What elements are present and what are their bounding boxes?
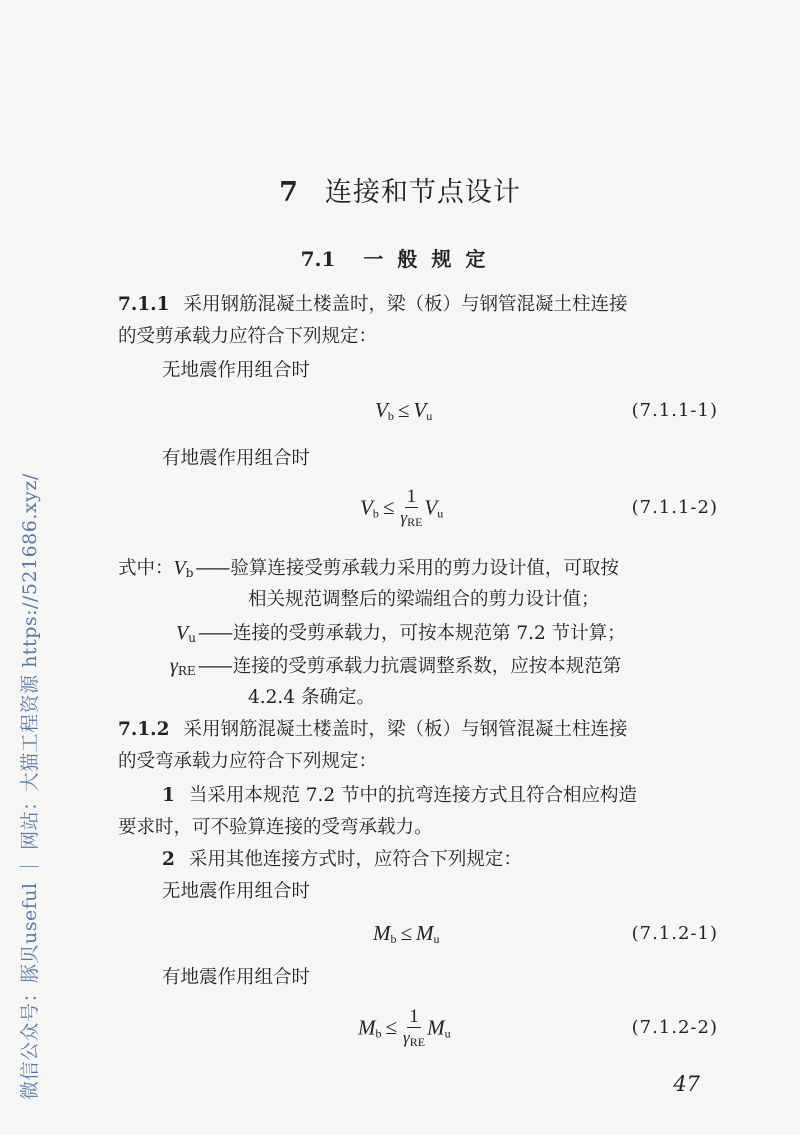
definitions-intro: 式中：: [118, 558, 174, 579]
chapter-title: [0, 170, 800, 209]
equation-712-2: $M_b$ ≤ $\frac{1}{\gamma_{RE}}$ $M_u$: [358, 1006, 451, 1049]
symbol-vb: V: [173, 557, 186, 579]
clause-711-line2: 的受剪承载力应符合下列规定：: [118, 326, 378, 347]
definition-vb-text2: 相关规范调整后的梁端组合的剪力设计值；: [248, 589, 600, 610]
section-title: [0, 243, 800, 272]
item2-number: 2: [162, 849, 175, 870]
equation-712-1-number: (7.1.2-1): [631, 923, 718, 944]
page-number: 47: [673, 1072, 700, 1096]
clause-712-case2: 有地震作用组合时: [162, 967, 311, 988]
equation-711-1: $V_b \le V_u$: [375, 398, 433, 423]
item1-number: 1: [162, 785, 175, 806]
definition-vu: $V_u$ —— 连接的受剪承载力，可按本规范第 7.2 节计算；: [176, 622, 626, 645]
definition-vb-text1: 验算连接受剪承载力采用的剪力设计值，可取按: [230, 558, 619, 579]
symbol-gamma-re: γ: [170, 655, 178, 677]
definition-vb: 式中：$V_b$ —— 验算连接受剪承载力采用的剪力设计值，可取按: [118, 557, 619, 580]
item2-text: 采用其他连接方式时，应符合下列规定：: [188, 849, 522, 870]
definition-gre: $\gamma_{RE}$ —— 连接的受剪承载力抗震调整系数，应按本规范第: [170, 655, 622, 678]
item1-text1: 当采用本规范 7.2 节中的抗弯连接方式且符合相应构造: [188, 785, 638, 806]
clause-712-item1: [162, 780, 637, 812]
clause-712-line2: 的受弯承载力应符合下列规定：: [118, 751, 378, 772]
watermark-text: 微信公众号：豚贝useful ｜ 网站：大猫工程资源 https://521686.xyz/: [19, 473, 41, 1100]
definition-vu-text: 连接的受剪承载力，可按本规范第 7.2 节计算；: [232, 623, 626, 644]
clause-712-item2: [162, 844, 522, 876]
item1-text2: 要求时，可不验算连接的受弯承载力。: [118, 817, 433, 838]
equation-711-2-number: (7.1.1-2): [631, 497, 718, 518]
equation-712-1: $M_b \le M_u$: [373, 921, 440, 946]
clause-712-case1: 无地震作用组合时: [162, 881, 311, 902]
symbol-vb-sub: b: [185, 566, 194, 580]
clause-712-text1: 采用钢筋混凝土楼盖时，梁（板）与钢管混凝土柱连接: [183, 719, 628, 740]
equation-712-2-number: (7.1.2-2): [631, 1017, 718, 1038]
equation-711-2: $V_b$ ≤ $\frac{1}{\gamma_{RE}}$ $V_u$: [360, 486, 444, 529]
clause-711-line1: [118, 289, 628, 321]
definition-gre-text2: 4.2.4 条确定。: [248, 687, 375, 708]
chapter-title-text: 连接和节点设计: [324, 177, 521, 208]
section-number: 7.1: [300, 247, 336, 271]
symbol-gamma-re-sub: RE: [177, 664, 196, 678]
clause-711-number: 7.1.1: [118, 294, 170, 315]
equation-711-1-number: (7.1.1-1): [631, 400, 718, 421]
section-title-text: 一般规定: [363, 247, 500, 271]
clause-712-number: 7.1.2: [118, 719, 170, 740]
clause-711-case1: 无地震作用组合时: [162, 360, 311, 381]
clause-711-text1: 采用钢筋混凝土楼盖时，梁（板）与钢管混凝土柱连接: [183, 294, 628, 315]
clause-711-case2: 有地震作用组合时: [162, 448, 311, 469]
chapter-number: 7: [279, 177, 299, 208]
symbol-vu: V: [176, 622, 189, 644]
clause-712-line1: [118, 714, 628, 746]
definition-gre-text1: 连接的受剪承载力抗震调整系数，应按本规范第: [232, 656, 622, 677]
symbol-vu-sub: u: [188, 631, 196, 645]
